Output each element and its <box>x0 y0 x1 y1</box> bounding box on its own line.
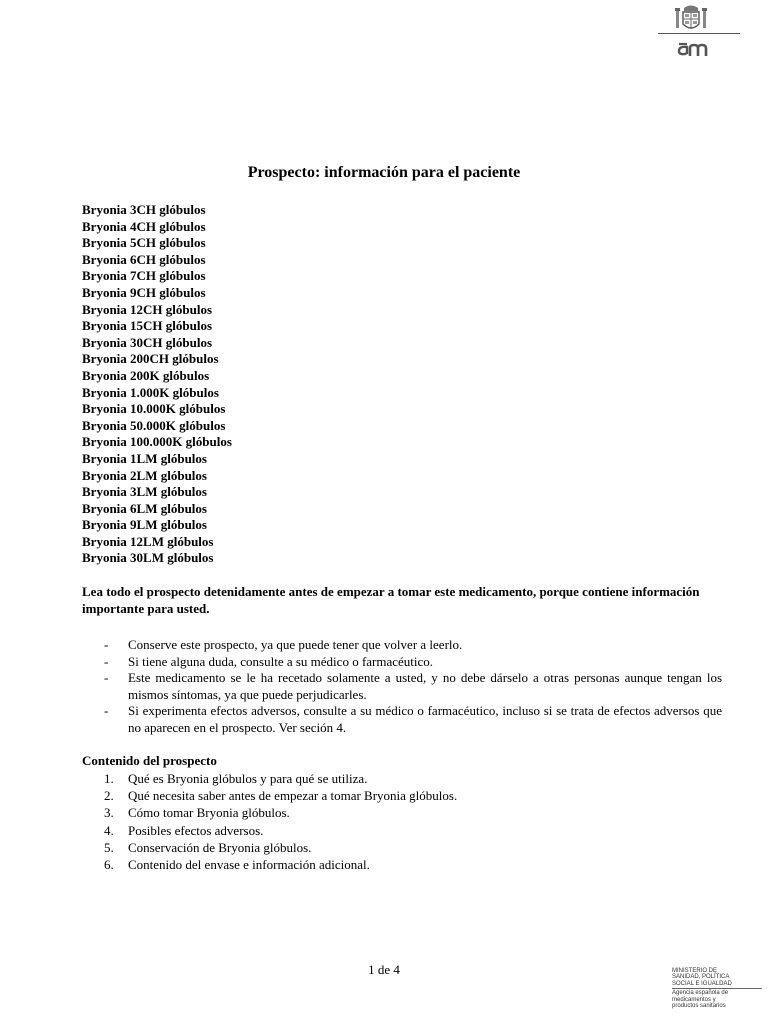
contents-item-number: 3. <box>104 805 114 821</box>
product-item: Bryonia 6LM glóbulos <box>82 500 207 516</box>
page-number: 1 de 4 <box>368 962 400 977</box>
contents-item <box>82 787 457 804</box>
contents-item <box>82 822 457 839</box>
dash-bullet: - <box>104 653 109 669</box>
contents-item-number: 4. <box>104 822 114 838</box>
product-item: Bryonia 12LM glóbulos <box>82 533 214 549</box>
ministry-name <box>672 968 762 989</box>
product-item: Bryonia 3CH glóbulos <box>82 202 206 217</box>
advice-text: Conserve este prospecto, ya que puede tener que volver a leerlo. <box>128 637 463 652</box>
header-rule <box>658 33 740 34</box>
contents-list <box>82 770 457 873</box>
advice-item <box>82 654 722 671</box>
advice-item <box>82 703 722 736</box>
contents-item-text: Conservación de Bryonia glóbulos. <box>128 839 312 855</box>
product-item: Bryonia 30CH glóbulos <box>82 334 213 350</box>
ministry-line: SOCIAL E IGUALDAD <box>672 980 732 987</box>
advice-text: Si experimenta efectos adversos, consulte a su médico o farmacéutico, incluso si se trata de efectos adversos que no aparecen en el prospecto. Ver seción 4. <box>128 703 722 735</box>
agency-name <box>672 990 762 1009</box>
dash-bullet: - <box>104 670 109 686</box>
contents-item <box>82 856 457 873</box>
agency-line: medicamentos y <box>672 996 716 1003</box>
agency-line: Agencia española de <box>672 990 729 997</box>
product-item: Bryonia 100.000K glóbulos <box>82 434 232 450</box>
product-item: Bryonia 1LM glóbulos <box>82 450 207 466</box>
contents-item-text: Contenido del envase e información adicional. <box>128 857 370 873</box>
coat-of-arms-icon <box>674 4 708 34</box>
product-item: Bryonia 4CH glóbulos <box>82 218 206 234</box>
dash-bullet: - <box>104 637 109 652</box>
contents-item <box>82 839 457 856</box>
product-item: Bryonia 6CH glóbulos <box>82 251 206 267</box>
product-item: Bryonia 200K glóbulos <box>82 367 210 383</box>
advice-text: Si tiene alguna duda, consulte a su médico o farmacéutico. <box>128 653 434 669</box>
product-item: Bryonia 9CH glóbulos <box>82 284 206 300</box>
product-item: Bryonia 10.000K glóbulos <box>82 401 226 417</box>
ministry-logo-block <box>672 968 762 1009</box>
product-item: Bryonia 12CH glóbulos <box>82 301 213 317</box>
product-item: Bryonia 50.000K glóbulos <box>82 417 226 433</box>
product-item: Bryonia 15CH glóbulos <box>82 318 213 334</box>
aemps-logo-icon <box>676 40 708 58</box>
contents-item-text: Qué es Bryonia glóbulos y para qué se utiliza. <box>128 771 368 786</box>
contents-heading: Contenido del prospecto <box>82 753 217 768</box>
product-list <box>82 202 232 567</box>
ministry-line: SANIDAD, POLÍTICA <box>672 974 730 981</box>
product-item: Bryonia 30LM glóbulos <box>82 550 214 566</box>
contents-item <box>82 770 457 787</box>
product-item: Bryonia 2LM glóbulos <box>82 467 207 483</box>
product-item: Bryonia 200CH glóbulos <box>82 351 219 367</box>
ministry-line: MINISTERIO DE <box>672 968 718 974</box>
product-item: Bryonia 7CH glóbulos <box>82 268 206 284</box>
contents-item-number: 5. <box>104 839 114 855</box>
agency-line: productos sanitarios <box>672 1003 726 1010</box>
dash-bullet: - <box>104 703 109 719</box>
contents-item-text: Posibles efectos adversos. <box>128 822 264 838</box>
advice-list <box>82 637 722 737</box>
product-item: Bryonia 9LM glóbulos <box>82 517 207 533</box>
contents-item-number: 2. <box>104 788 114 804</box>
advice-item <box>82 670 722 703</box>
contents-item-number: 6. <box>104 857 114 873</box>
advice-text: Este medicamento se le ha recetado solamente a usted, y no debe dárselo a otras personas aunque tengan los mismos síntomas, ya que puede perjudicarles. <box>128 670 722 702</box>
product-item: Bryonia 3LM glóbulos <box>82 484 207 500</box>
contents-item-number: 1. <box>104 771 114 786</box>
contents-item <box>82 804 457 821</box>
contents-item-text: Qué necesita saber antes de empezar a tomar Bryonia glóbulos. <box>128 788 458 804</box>
contents-item-text: Cómo tomar Bryonia glóbulos. <box>128 805 290 821</box>
page-title: Prospecto: información para el paciente <box>247 164 521 181</box>
advice-item <box>82 637 722 654</box>
warning-paragraph: Lea todo el prospecto detenidamente antes de empezar a tomar este medicamento, porque contiene información importante para usted. <box>82 584 700 616</box>
product-item: Bryonia 5CH glóbulos <box>82 235 206 251</box>
product-item: Bryonia 1.000K glóbulos <box>82 384 219 400</box>
